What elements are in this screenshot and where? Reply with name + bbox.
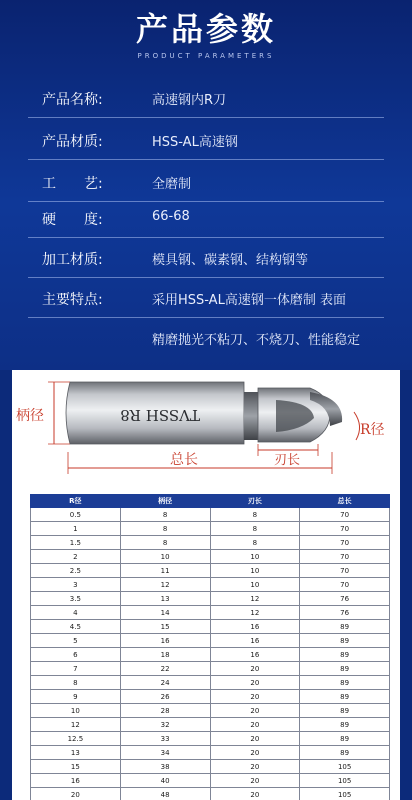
table-cell: 11 — [120, 564, 210, 578]
table-cell: 32 — [120, 718, 210, 732]
tool-diagram — [12, 370, 400, 490]
table-cell: 89 — [300, 718, 390, 732]
table-cell: 20 — [210, 788, 300, 800]
table-cell: 20 — [210, 676, 300, 690]
table-cell: 1 — [31, 522, 121, 536]
param-row-material — [0, 122, 412, 160]
table-cell: 6 — [31, 648, 121, 662]
table-cell: 2.5 — [31, 564, 121, 578]
table-row — [31, 732, 390, 746]
param-value: 模具钢、碳素钢、结构钢等 — [152, 253, 309, 268]
table-cell: 48 — [120, 788, 210, 800]
param-value: 高速钢内R刀 — [152, 93, 227, 108]
table-cell: 76 — [300, 592, 390, 606]
table-header-row — [31, 495, 390, 508]
param-value: 精磨抛光不粘刀、不烧刀、性能稳定 — [152, 333, 361, 348]
table-row — [31, 690, 390, 704]
table-cell: 89 — [300, 620, 390, 634]
table-cell: 1.5 — [31, 536, 121, 550]
table-cell: 70 — [300, 536, 390, 550]
table-cell: 0.5 — [31, 508, 121, 522]
column-header-blade: 刃长 — [210, 495, 300, 508]
param-label: 主要特点: — [42, 292, 103, 308]
table-cell: 8 — [120, 522, 210, 536]
divider — [28, 237, 384, 238]
table-cell: 20 — [210, 732, 300, 746]
table-cell: 89 — [300, 648, 390, 662]
param-row-process — [0, 164, 412, 202]
radius-label: R径 — [360, 422, 385, 438]
table-row — [31, 662, 390, 676]
table-cell: 12.5 — [31, 732, 121, 746]
table-cell: 33 — [120, 732, 210, 746]
table-row — [31, 634, 390, 648]
table-cell: 20 — [210, 774, 300, 788]
table-cell: 4.5 — [31, 620, 121, 634]
table-row — [31, 704, 390, 718]
table-cell: 5 — [31, 634, 121, 648]
divider — [28, 317, 384, 318]
table-row — [31, 620, 390, 634]
table-cell: 3 — [31, 578, 121, 592]
table-row — [31, 536, 390, 550]
param-value: 采用HSS-AL高速钢一体磨制 表面 — [152, 293, 346, 308]
divider — [28, 117, 384, 118]
blade-length-label: 刃长 — [274, 453, 301, 468]
table-cell: 8 — [210, 536, 300, 550]
tool-neck — [244, 392, 258, 440]
parameters-section — [0, 0, 412, 370]
table-cell: 20 — [31, 788, 121, 800]
table-cell: 34 — [120, 746, 210, 760]
column-header-shank: 柄径 — [120, 495, 210, 508]
table-row — [31, 774, 390, 788]
table-cell: 70 — [300, 578, 390, 592]
spec-panel — [12, 370, 400, 800]
table-cell: 15 — [120, 620, 210, 634]
table-cell: 9 — [31, 690, 121, 704]
table-cell: 18 — [120, 648, 210, 662]
table-cell: 89 — [300, 690, 390, 704]
table-cell: 89 — [300, 732, 390, 746]
divider — [28, 277, 384, 278]
table-cell: 8 — [210, 522, 300, 536]
table-cell: 70 — [300, 508, 390, 522]
table-cell: 16 — [31, 774, 121, 788]
table-cell: 14 — [120, 606, 210, 620]
table-cell: 76 — [300, 606, 390, 620]
table-row — [31, 522, 390, 536]
table-cell: 12 — [31, 718, 121, 732]
table-cell: 105 — [300, 760, 390, 774]
table-cell: 10 — [210, 578, 300, 592]
table-cell: 10 — [210, 564, 300, 578]
table-cell: 89 — [300, 676, 390, 690]
table-cell: 8 — [120, 536, 210, 550]
param-label: 产品名称: — [42, 92, 103, 108]
table-cell: 20 — [210, 690, 300, 704]
table-cell: 8 — [120, 508, 210, 522]
table-cell: 20 — [210, 718, 300, 732]
param-label: 产品材质: — [42, 134, 103, 150]
table-cell: 16 — [120, 634, 210, 648]
table-cell: 13 — [31, 746, 121, 760]
total-length-label: 总长 — [170, 452, 198, 468]
table-cell: 12 — [210, 606, 300, 620]
table-row — [31, 676, 390, 690]
param-value: 全磨制 — [152, 177, 192, 192]
table-row — [31, 578, 390, 592]
table-cell: 24 — [120, 676, 210, 690]
table-cell: 10 — [120, 550, 210, 564]
param-row-features-continued — [0, 320, 412, 358]
table-cell: 12 — [120, 578, 210, 592]
param-row-features — [0, 280, 412, 318]
table-cell: 89 — [300, 746, 390, 760]
table-cell: 28 — [120, 704, 210, 718]
table-cell: 89 — [300, 634, 390, 648]
param-label: 加工材质: — [42, 252, 103, 268]
table-cell: 20 — [210, 746, 300, 760]
table-cell: 8 — [210, 508, 300, 522]
table-cell: 2 — [31, 550, 121, 564]
param-value: HSS-AL高速钢 — [152, 135, 238, 150]
param-label: 硬 度: — [42, 212, 103, 228]
radius-marker — [354, 412, 360, 440]
table-cell: 105 — [300, 774, 390, 788]
page-subtitle: PRODUCT PARAMETERS — [137, 52, 275, 60]
column-header-radius: R径 — [31, 495, 121, 508]
table-cell: 70 — [300, 522, 390, 536]
param-row-hardness — [0, 200, 412, 238]
table-cell: 40 — [120, 774, 210, 788]
table-row — [31, 550, 390, 564]
table-row — [31, 788, 390, 800]
table-cell: 20 — [210, 704, 300, 718]
table-cell: 38 — [120, 760, 210, 774]
table-cell: 20 — [210, 760, 300, 774]
table-cell: 26 — [120, 690, 210, 704]
column-header-total: 总长 — [300, 495, 390, 508]
engraving-text: TVSSH R8 — [120, 406, 200, 424]
table-row — [31, 746, 390, 760]
table-cell: 16 — [210, 634, 300, 648]
table-row — [31, 592, 390, 606]
shank-dimension-label: 柄径 — [16, 408, 44, 424]
table-cell: 16 — [210, 620, 300, 634]
param-row-workpiece — [0, 240, 412, 278]
table-body — [31, 508, 390, 800]
divider — [28, 159, 384, 160]
table-row — [31, 718, 390, 732]
table-cell: 3.5 — [31, 592, 121, 606]
param-row-name — [0, 80, 412, 118]
table-row — [31, 648, 390, 662]
table-cell: 22 — [120, 662, 210, 676]
spec-table — [30, 494, 390, 800]
table-cell: 16 — [210, 648, 300, 662]
table-row — [31, 606, 390, 620]
table-row — [31, 760, 390, 774]
table-cell: 10 — [31, 704, 121, 718]
table-row — [31, 564, 390, 578]
table-cell: 7 — [31, 662, 121, 676]
table-cell: 4 — [31, 606, 121, 620]
param-label: 工 艺: — [42, 176, 103, 192]
table-cell: 89 — [300, 704, 390, 718]
table-cell: 10 — [210, 550, 300, 564]
table-cell: 89 — [300, 662, 390, 676]
table-cell: 13 — [120, 592, 210, 606]
table-cell: 12 — [210, 592, 300, 606]
table-cell: 70 — [300, 550, 390, 564]
table-row — [31, 508, 390, 522]
table-cell: 20 — [210, 662, 300, 676]
table-cell: 105 — [300, 788, 390, 800]
table-cell: 15 — [31, 760, 121, 774]
page-title: 产品参数 — [135, 10, 276, 48]
param-value: 66-68 — [152, 209, 190, 224]
table-cell: 70 — [300, 564, 390, 578]
table-cell: 8 — [31, 676, 121, 690]
